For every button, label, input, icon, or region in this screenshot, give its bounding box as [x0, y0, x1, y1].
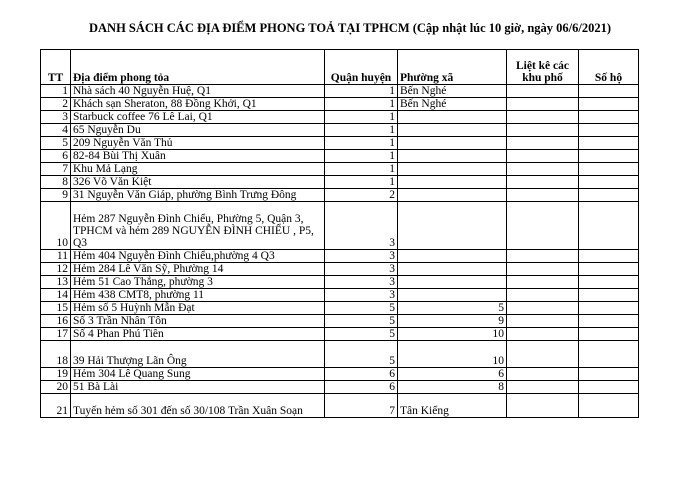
cell-district: 3 — [325, 250, 398, 263]
table-row — [41, 341, 639, 368]
cell-ward — [398, 176, 507, 189]
cell-location: 39 Hải Thượng Lãn Ông — [71, 341, 325, 368]
cell-quarters — [507, 328, 579, 341]
cell-quarters — [507, 394, 579, 418]
table-row — [41, 289, 639, 302]
cell-district: 1 — [325, 98, 398, 111]
cell-ward: 10 — [398, 341, 507, 368]
table-row — [41, 163, 639, 176]
cell-location: Tuyến hẻm số 301 đến số 30/108 Trần Xuân Soạn — [71, 394, 325, 418]
cell-houses — [579, 176, 639, 189]
cell-location: Hẻm 287 Nguyễn Đình Chiểu, Phường 5, Quận 3, TPHCM và hẻm 289 NGUYỄN ĐÌNH CHIỂU , P5, Q3 — [71, 202, 325, 250]
cell-tt: 17 — [41, 328, 71, 341]
cell-quarters — [507, 381, 579, 394]
cell-quarters — [507, 289, 579, 302]
cell-houses — [579, 341, 639, 368]
cell-tt: 3 — [41, 111, 71, 124]
cell-location: 31 Nguyễn Văn Giáp, phường Bình Trưng Đông — [71, 189, 325, 202]
cell-location: Hẻm 438 CMT8, phường 11 — [71, 289, 325, 302]
cell-location: Khu Mả Lạng — [71, 163, 325, 176]
cell-tt: 18 — [41, 341, 71, 368]
cell-quarters — [507, 302, 579, 315]
cell-houses — [579, 98, 639, 111]
cell-houses — [579, 137, 639, 150]
cell-tt: 20 — [41, 381, 71, 394]
table-row — [41, 150, 639, 163]
cell-houses — [579, 202, 639, 250]
cell-tt: 11 — [41, 250, 71, 263]
cell-location: Hẻm 404 Nguyễn Đình Chiểu,phường 4 Q3 — [71, 250, 325, 263]
header-tt: TT — [41, 50, 71, 85]
cell-district: 6 — [325, 368, 398, 381]
cell-houses — [579, 111, 639, 124]
cell-houses — [579, 250, 639, 263]
cell-houses — [579, 368, 639, 381]
table-row — [41, 302, 639, 315]
table-row — [41, 98, 639, 111]
cell-ward — [398, 250, 507, 263]
cell-ward — [398, 202, 507, 250]
cell-quarters — [507, 150, 579, 163]
cell-tt: 16 — [41, 315, 71, 328]
cell-quarters — [507, 189, 579, 202]
cell-ward — [398, 124, 507, 137]
header-houses: Số hộ — [579, 50, 639, 85]
cell-tt: 8 — [41, 176, 71, 189]
cell-ward — [398, 137, 507, 150]
cell-district: 3 — [325, 289, 398, 302]
cell-quarters — [507, 85, 579, 98]
cell-location: Khách sạn Sheraton, 88 Đồng Khởi, Q1 — [71, 98, 325, 111]
table-row — [41, 394, 639, 418]
cell-ward — [398, 150, 507, 163]
cell-district: 5 — [325, 302, 398, 315]
cell-ward — [398, 289, 507, 302]
cell-houses — [579, 263, 639, 276]
cell-district: 2 — [325, 189, 398, 202]
cell-houses — [579, 302, 639, 315]
cell-tt: 15 — [41, 302, 71, 315]
cell-location: Nhà sách 40 Nguyễn Huệ, Q1 — [71, 85, 325, 98]
cell-district: 3 — [325, 276, 398, 289]
cell-houses — [579, 315, 639, 328]
cell-district: 3 — [325, 263, 398, 276]
cell-quarters — [507, 341, 579, 368]
cell-district: 1 — [325, 111, 398, 124]
cell-location: 82-84 Bùi Thị Xuân — [71, 150, 325, 163]
cell-district: 5 — [325, 315, 398, 328]
cell-ward — [398, 263, 507, 276]
table-row — [41, 263, 639, 276]
cell-tt: 10 — [41, 202, 71, 250]
cell-ward: 10 — [398, 328, 507, 341]
cell-ward — [398, 163, 507, 176]
cell-tt: 5 — [41, 137, 71, 150]
cell-district: 1 — [325, 85, 398, 98]
cell-houses — [579, 85, 639, 98]
header-district: Quận huyện — [325, 50, 398, 85]
cell-location: Hẻm số 5 Huỳnh Mẫn Đạt — [71, 302, 325, 315]
cell-district: 1 — [325, 163, 398, 176]
cell-quarters — [507, 98, 579, 111]
page-title: DANH SÁCH CÁC ĐỊA ĐIỂM PHONG TOẢ TẠI TPHCM (Cập nhật lúc 10 giờ, ngày 06/6/2021) — [88, 21, 612, 35]
cell-location: 51 Bà Lài — [71, 381, 325, 394]
table-row — [41, 124, 639, 137]
table-row — [41, 315, 639, 328]
cell-quarters — [507, 368, 579, 381]
cell-district: 1 — [325, 137, 398, 150]
cell-location: Starbuck coffee 76 Lê Lai, Q1 — [71, 111, 325, 124]
cell-quarters — [507, 202, 579, 250]
cell-houses — [579, 276, 639, 289]
cell-district: 5 — [325, 328, 398, 341]
cell-quarters — [507, 111, 579, 124]
cell-quarters — [507, 137, 579, 150]
cell-quarters — [507, 315, 579, 328]
cell-district: 3 — [325, 202, 398, 250]
cell-ward: 9 — [398, 315, 507, 328]
cell-ward — [398, 276, 507, 289]
cell-location: 326 Võ Văn Kiệt — [71, 176, 325, 189]
cell-ward: Bến Nghé — [398, 98, 507, 111]
cell-quarters — [507, 163, 579, 176]
cell-district: 5 — [325, 341, 398, 368]
cell-ward: Tân Kiểng — [398, 394, 507, 418]
table-row — [41, 368, 639, 381]
cell-district: 1 — [325, 124, 398, 137]
cell-houses — [579, 394, 639, 418]
cell-ward: 5 — [398, 302, 507, 315]
table-row — [41, 111, 639, 124]
table-row — [41, 276, 639, 289]
table-row — [41, 381, 639, 394]
cell-district: 1 — [325, 176, 398, 189]
cell-ward — [398, 111, 507, 124]
table-row — [41, 189, 639, 202]
cell-location: 65 Nguyễn Du — [71, 124, 325, 137]
cell-tt: 13 — [41, 276, 71, 289]
cell-houses — [579, 189, 639, 202]
header-ward: Phường xã — [398, 50, 507, 85]
table-row — [41, 137, 639, 150]
lockdown-table — [40, 49, 639, 418]
table-row — [41, 328, 639, 341]
cell-ward: 8 — [398, 381, 507, 394]
header-location: Địa điểm phong tỏa — [71, 50, 325, 85]
cell-location: Hẻm 51 Cao Thắng, phường 3 — [71, 276, 325, 289]
cell-location: Số 3 Trần Nhân Tôn — [71, 315, 325, 328]
cell-quarters — [507, 250, 579, 263]
cell-district: 7 — [325, 394, 398, 418]
cell-ward: 6 — [398, 368, 507, 381]
cell-tt: 19 — [41, 368, 71, 381]
cell-district: 1 — [325, 150, 398, 163]
table-row — [41, 85, 639, 98]
cell-houses — [579, 124, 639, 137]
cell-tt: 2 — [41, 98, 71, 111]
cell-tt: 9 — [41, 189, 71, 202]
header-quarters: Liệt kê các khu phố — [507, 50, 579, 85]
table-body — [41, 85, 639, 418]
cell-location: Số 4 Phan Phú Tiên — [71, 328, 325, 341]
cell-tt: 4 — [41, 124, 71, 137]
cell-location: Hẻm 304 Lê Quang Sung — [71, 368, 325, 381]
cell-tt: 12 — [41, 263, 71, 276]
cell-location: Hẻm 284 Lê Văn Sỹ, Phường 14 — [71, 263, 325, 276]
cell-houses — [579, 163, 639, 176]
table-row — [41, 202, 639, 250]
cell-tt: 1 — [41, 85, 71, 98]
table-row — [41, 176, 639, 189]
cell-quarters — [507, 176, 579, 189]
cell-quarters — [507, 276, 579, 289]
cell-ward: Bến Nghé — [398, 85, 507, 98]
cell-houses — [579, 289, 639, 302]
table-row — [41, 250, 639, 263]
cell-location: 209 Nguyễn Văn Thủ — [71, 137, 325, 150]
cell-tt: 14 — [41, 289, 71, 302]
cell-quarters — [507, 263, 579, 276]
cell-tt: 6 — [41, 150, 71, 163]
cell-quarters — [507, 124, 579, 137]
cell-houses — [579, 328, 639, 341]
cell-district: 6 — [325, 381, 398, 394]
cell-houses — [579, 381, 639, 394]
cell-tt: 21 — [41, 394, 71, 418]
cell-ward — [398, 189, 507, 202]
cell-tt: 7 — [41, 163, 71, 176]
cell-houses — [579, 150, 639, 163]
